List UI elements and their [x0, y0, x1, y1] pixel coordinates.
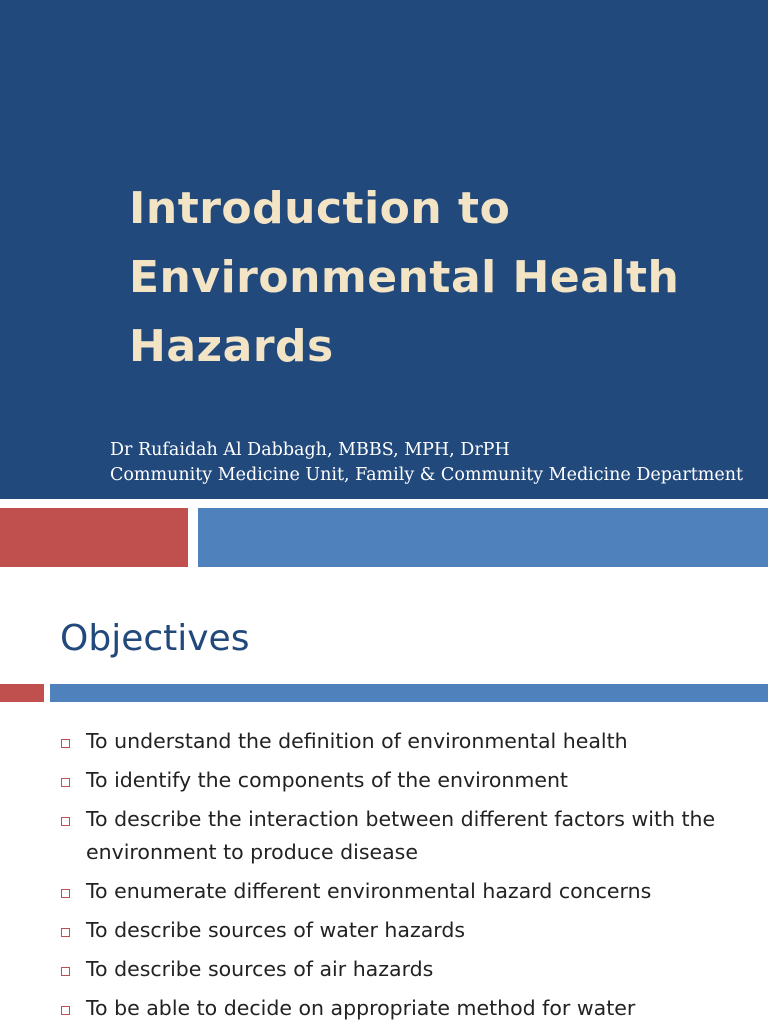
slide-title-line: Introduction to [129, 183, 511, 234]
hollow-square-icon [61, 817, 70, 826]
slide-title [129, 174, 749, 381]
accent-bar-blue [198, 508, 768, 567]
heading-underline-blue [50, 684, 768, 702]
list-item [0, 875, 726, 908]
objectives-list [0, 725, 768, 1031]
author-name: Dr Rufaidah Al Dabbagh, MBBS, MPH, DrPH [110, 440, 510, 460]
list-item [0, 764, 726, 797]
hollow-square-icon [61, 928, 70, 937]
hollow-square-icon [61, 778, 70, 787]
heading-underline-red [0, 684, 44, 702]
list-item [0, 914, 726, 947]
title-slide [0, 0, 768, 499]
hollow-square-icon [61, 889, 70, 898]
hollow-square-icon [61, 967, 70, 976]
author-block [110, 438, 743, 488]
list-item [0, 725, 726, 758]
list-item-text: To identify the components of the environment [86, 768, 568, 792]
list-item [0, 803, 726, 869]
slide-title-line: Hazards [129, 321, 334, 372]
list-item-text: To understand the definition of environmental health [86, 729, 628, 753]
list-item [0, 992, 726, 1025]
author-affiliation: Community Medicine Unit, Family & Community Medicine Department [110, 465, 744, 485]
list-item-text: To enumerate different environmental hazard concerns [86, 879, 652, 903]
list-item-text: To describe the interaction between different factors with the environment to produce disease [86, 807, 716, 864]
objectives-heading: Objectives [60, 618, 250, 659]
list-item [0, 953, 726, 986]
list-item-text: To be able to decide on appropriate method for water [86, 996, 636, 1020]
hollow-square-icon [61, 1006, 70, 1015]
hollow-square-icon [61, 739, 70, 748]
accent-bar-red [0, 508, 188, 567]
slide-title-line: Environmental Health [129, 252, 680, 303]
list-item-text: To describe sources of air hazards [86, 957, 434, 981]
list-item-text: To describe sources of water hazards [86, 918, 466, 942]
